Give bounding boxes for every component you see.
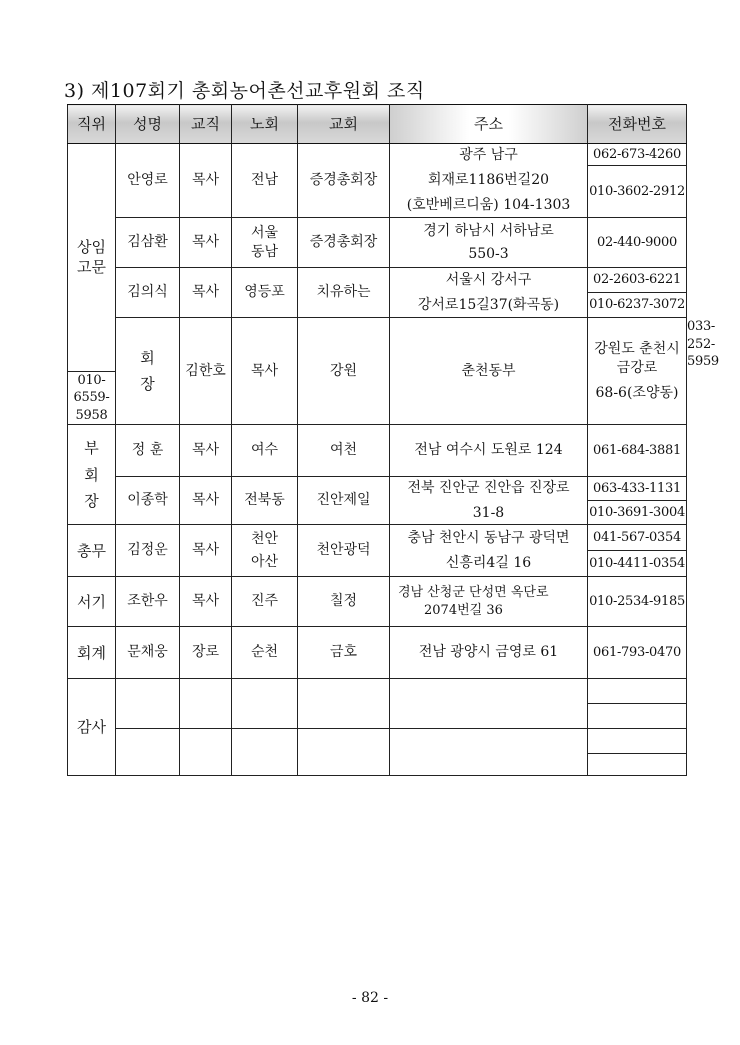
address-line: 강서로15길37(화곡동): [417, 296, 560, 313]
member-office: 목사: [180, 477, 232, 525]
member-phone: 062-673-4260: [588, 144, 687, 166]
member-phone: 010-2534-9185: [588, 577, 687, 627]
role-label: 회: [140, 348, 155, 367]
empty-cell: [390, 679, 588, 729]
empty-cell: [232, 729, 298, 776]
member-presbytery: 여수: [232, 425, 298, 477]
address-line: 550-3: [468, 245, 509, 262]
header-phone: 전화번호: [588, 105, 687, 144]
table-row: [68, 477, 687, 501]
role-president: [116, 318, 180, 425]
header-church-office: 교직: [180, 105, 232, 144]
member-phone: 010-3602-2912: [588, 166, 687, 218]
empty-cell: [232, 679, 298, 729]
member-address: 전남 여수시 도원로 124: [390, 425, 588, 477]
empty-cell: [588, 754, 687, 776]
member-phone: 010-4411-0354: [588, 551, 687, 577]
table-row: [68, 144, 687, 166]
role-label: 장: [140, 375, 155, 394]
member-presbytery: 전남: [232, 144, 298, 218]
member-presbytery: [232, 218, 298, 268]
member-name: 정 훈: [116, 425, 180, 477]
member-phone: 010-6237-3072: [588, 293, 687, 318]
member-church: 진안제일: [298, 477, 390, 525]
member-address: [390, 268, 588, 318]
member-address: [390, 477, 588, 525]
empty-cell: [588, 679, 687, 704]
member-name: 김한호: [180, 318, 232, 425]
address-line: 경남 산청군 단성면 옥단로: [398, 585, 549, 601]
presbytery-line: 아산: [250, 553, 279, 570]
table-row: [68, 268, 687, 293]
address-line: 서울시 강서구: [445, 271, 532, 288]
member-church: 증경총회장: [298, 144, 390, 218]
address-line: 충남 천안시 동남구 광덕면: [407, 529, 570, 546]
member-church: 치유하는: [298, 268, 390, 318]
header-church: 교회: [298, 105, 390, 144]
empty-cell: [588, 729, 687, 754]
member-address: 전남 광양시 금영로 61: [390, 627, 588, 679]
member-phone: 061-793-0470: [588, 627, 687, 679]
empty-cell: [298, 729, 390, 776]
member-church: 여천: [298, 425, 390, 477]
member-phone: 061-684-3881: [588, 425, 687, 477]
role-label: 회: [84, 465, 99, 484]
member-address: [390, 144, 588, 218]
table-header-row: [68, 105, 687, 144]
role-treasurer: 회계: [68, 627, 116, 679]
table-row: [68, 577, 687, 627]
presbytery-line: 서울: [250, 224, 279, 241]
address-line: 2074번길 36: [424, 602, 503, 618]
member-name: 조한우: [116, 577, 180, 627]
member-presbytery: 전북동: [232, 477, 298, 525]
role-auditor: 감사: [68, 679, 116, 776]
member-phone: 041-567-0354: [588, 525, 687, 551]
address-line: 광주 남구: [459, 147, 518, 164]
table-row: [68, 679, 687, 704]
member-office: 목사: [180, 268, 232, 318]
role-advisor: [68, 144, 116, 372]
address-line: 강원도 춘천시 금강로: [594, 340, 680, 376]
member-presbytery: [232, 525, 298, 577]
member-church: 증경총회장: [298, 218, 390, 268]
table-row: [68, 627, 687, 679]
empty-cell: [116, 729, 180, 776]
member-office: 목사: [180, 425, 232, 477]
address-line: 전북 진안군 진안읍 진장로: [407, 479, 570, 496]
member-presbytery: 진주: [232, 577, 298, 627]
member-name: 김의식: [116, 268, 180, 318]
address-line: 신흥리4길 16: [445, 554, 532, 571]
member-presbytery: 순천: [232, 627, 298, 679]
member-office: 목사: [180, 218, 232, 268]
address-line: 68-6(조양동): [595, 384, 679, 401]
member-phone: 02-2603-6221: [588, 268, 687, 293]
address-line: (호반베르디움) 104-1303: [406, 196, 571, 213]
header-presbytery: 노회: [232, 105, 298, 144]
role-clerk: 서기: [68, 577, 116, 627]
role-secretary-general: 총무: [68, 525, 116, 577]
member-address: [390, 218, 588, 268]
member-name: 김삼환: [116, 218, 180, 268]
member-office: 목사: [180, 577, 232, 627]
member-name: 안영로: [116, 144, 180, 218]
member-address: [390, 577, 588, 627]
organization-table: [67, 104, 719, 776]
address-line: 31-8: [472, 504, 505, 521]
member-office: 목사: [180, 525, 232, 577]
role-label: 고문: [77, 258, 106, 277]
member-phone: 02-440-9000: [588, 218, 687, 268]
header-address: 주소: [390, 105, 588, 144]
role-label: 상임: [77, 238, 106, 257]
header-position: 직위: [68, 105, 116, 144]
role-label: 장: [84, 491, 99, 510]
member-name: 문채웅: [116, 627, 180, 679]
empty-cell: [390, 729, 588, 776]
address-line: 경기 하남시 서하남로: [423, 222, 554, 239]
page-title: 3) 제107회기 총회농어촌선교후원회 조직: [64, 80, 425, 102]
member-office: 목사: [180, 144, 232, 218]
empty-cell: [180, 679, 232, 729]
member-office: 장로: [180, 627, 232, 679]
presbytery-line: 천안: [250, 530, 279, 547]
table-row: [68, 425, 687, 477]
member-address: [588, 318, 687, 425]
empty-cell: [298, 679, 390, 729]
presbytery-line: 동남: [250, 243, 279, 260]
empty-cell: [180, 729, 232, 776]
member-presbytery: 강원: [298, 318, 390, 425]
table-row: 회 장 김한호 목사 강원 춘천동부 강원도 춘천시 금강로 68-6(조양동) 033-252-5959: [68, 318, 687, 372]
member-name: 김정운: [116, 525, 180, 577]
member-church: 천안광덕: [298, 525, 390, 577]
table-row: [68, 729, 687, 754]
header-name: 성명: [116, 105, 180, 144]
page-number: - 82 -: [351, 990, 389, 1006]
member-church: 칠정: [298, 577, 390, 627]
member-presbytery: 영등포: [232, 268, 298, 318]
role-label: 부: [84, 439, 99, 458]
table-row: [68, 525, 687, 551]
empty-cell: [588, 704, 687, 729]
address-line: 회재로1186번길20: [427, 172, 550, 189]
member-office: 목사: [232, 318, 298, 425]
member-church: 춘천동부: [390, 318, 588, 425]
empty-cell: [116, 679, 180, 729]
member-church: 금호: [298, 627, 390, 679]
role-vice-president: [68, 425, 116, 525]
member-phone: 010-6559-5958: [68, 371, 116, 425]
member-phone: 010-3691-3004: [588, 501, 687, 525]
member-name: 이종학: [116, 477, 180, 525]
member-address: [390, 525, 588, 577]
table-row: [68, 218, 687, 268]
member-phone: 063-433-1131: [588, 477, 687, 501]
